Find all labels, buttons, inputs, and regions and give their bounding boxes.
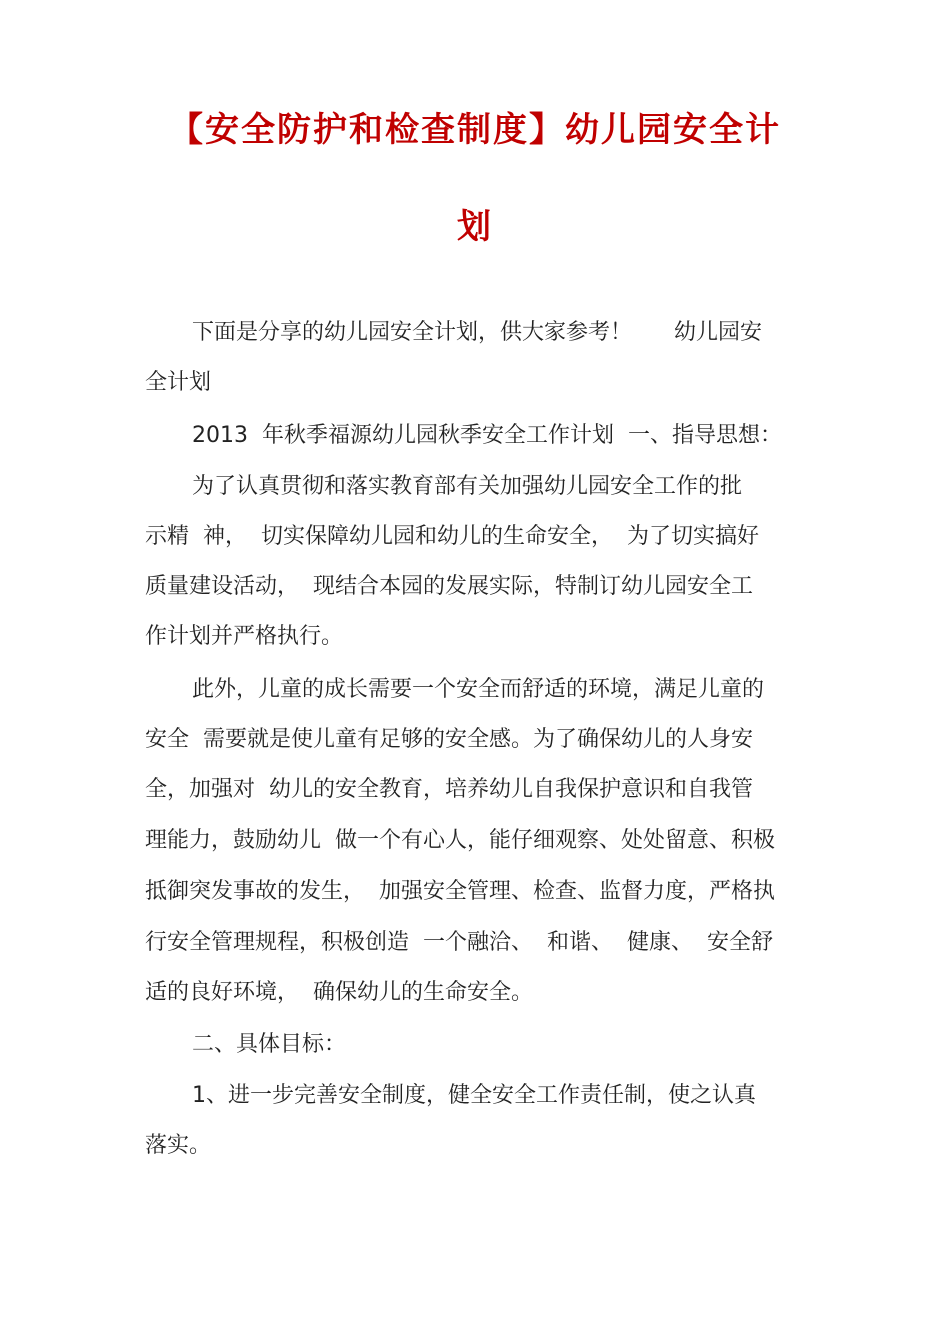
plan-heading-line: 2013 年秋季福源幼儿园秋季安全工作计划 一、指导思想： — [192, 423, 782, 448]
guiding-thought-line-3: 质量建设活动， 现结合本园的发展实际，特制订幼儿园安全工 — [145, 574, 753, 599]
paragraph-2-line-1: 此外，儿童的成长需要一个安全而舒适的环境，满足儿童的 — [192, 677, 765, 702]
document-title-line-2: 划 — [457, 207, 493, 247]
paragraph-2-line-6: 行安全管理规程，积极创造 一个融洽、 和谐、 健康、 安全舒 — [145, 930, 773, 955]
paragraph-2-line-2: 安全 需要就是使儿童有足够的安全感。为了确保幼儿的人身安 — [145, 727, 753, 752]
document-title-line-1: 【安全防护和检查制度】幼儿园安全计 — [169, 110, 781, 150]
intro-line-1: 下面是分享的幼儿园安全计划，供大家参考！ 幼儿园安 — [192, 320, 762, 345]
section-heading-goals: 二、具体目标： — [192, 1032, 347, 1057]
guiding-thought-line-1: 为了认真贯彻和落实教育部有关加强幼儿园安全工作的批 — [192, 474, 743, 499]
paragraph-2-line-5: 抵御突发事故的发生， 加强安全管理、检查、监督力度，严格执 — [145, 879, 775, 904]
paragraph-2-line-4: 理能力，鼓励幼儿 做一个有心人，能仔细观察、处处留意、积极 — [145, 828, 775, 853]
guiding-thought-line-2: 示精 神， 切实保障幼儿园和幼儿的生命安全， 为了切实搞好 — [145, 524, 759, 549]
goal-1-line-2: 落实。 — [145, 1133, 212, 1158]
paragraph-2-line-7: 适的良好环境， 确保幼儿的生命安全。 — [145, 980, 533, 1005]
paragraph-2-line-3: 全，加强对 幼儿的安全教育，培养幼儿自我保护意识和自我管 — [145, 777, 753, 802]
guiding-thought-line-4: 作计划并严格执行。 — [145, 624, 344, 649]
intro-line-2: 全计划 — [145, 370, 212, 395]
goal-1-line-1: 1、进一步完善安全制度，健全安全工作责任制，使之认真 — [192, 1083, 756, 1108]
